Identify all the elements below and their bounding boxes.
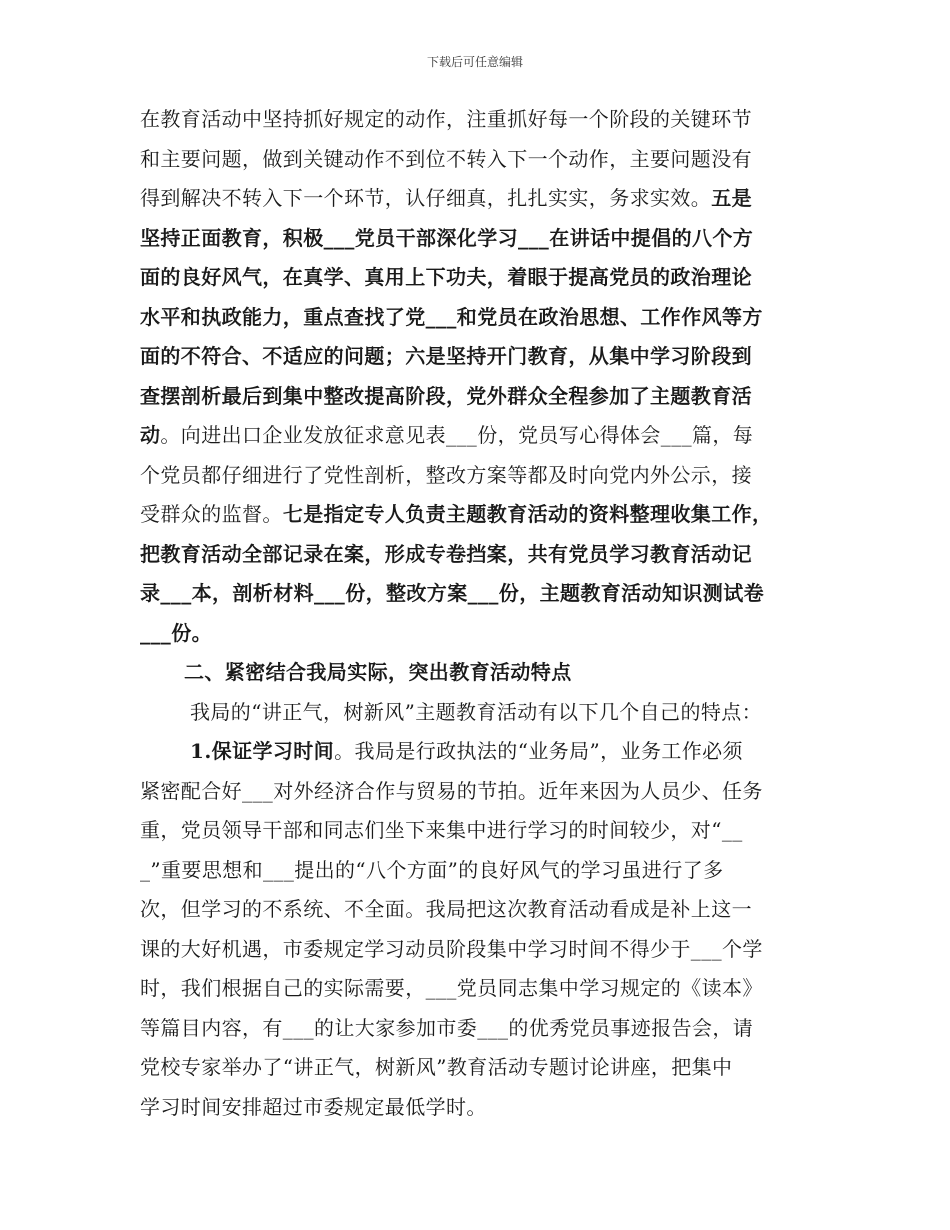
bold-text-segment: 七是指定专人负责主题教育活动的资料整理收集工作，	[282, 502, 773, 526]
text-segment: 在教育活动中坚持抓好规定的动作，注重抓好每一个阶段的关键环节	[140, 107, 752, 131]
bold-text-segment: 面的不符合、不适应的问题；六是坚持开门教育，从集中学习阶段到	[140, 344, 752, 368]
text-line	[140, 140, 812, 180]
bold-text-segment: 录___本，剖析材料___份，整改方案___份，主题教育活动知识测试卷	[140, 581, 764, 605]
text-line	[140, 574, 812, 614]
text-segment: 得到解决不转入下一个环节，认仔细真，扎扎实实，务求实效。	[140, 186, 712, 210]
text-line	[140, 1088, 812, 1128]
text-line	[140, 298, 812, 338]
text-segment: _”重要思想和___提出的“八个方面”的良好风气的学习虽进行了多	[140, 857, 724, 882]
text-line	[140, 219, 812, 259]
text-line	[140, 693, 812, 733]
bold-text-segment: 五是	[711, 186, 753, 210]
bold-text-segment: 动	[140, 423, 161, 447]
bold-text-segment: 水平和执政能力，重点查找了党___和党员在政治思想、工作作风等方	[140, 304, 763, 329]
text-segment: 受群众的监督。	[140, 502, 283, 526]
text-line	[140, 100, 812, 140]
bold-text-segment: 查摆剖析最后到集中整改提高阶段，党外群众全程参加了主题教育活	[140, 383, 752, 408]
text-segment: 等篇目内容，有___的让大家参加市委___的优秀党员事迹报告会，请	[140, 1015, 754, 1040]
text-line	[140, 614, 812, 654]
text-line	[140, 1048, 812, 1088]
text-line	[140, 890, 812, 930]
text-line	[140, 179, 812, 219]
text-line	[140, 772, 812, 812]
text-segment: 紧密配合好___对外经济合作与贸易的节拍。近年来因为人员少、任务	[140, 778, 763, 803]
bold-text-segment: ___份。	[140, 620, 212, 645]
text-line	[140, 416, 812, 456]
text-line	[140, 495, 812, 535]
text-line	[140, 969, 812, 1009]
text-line	[140, 1009, 812, 1049]
bold-text-segment: 面的良好风气，在真学、真用上下功夫，着眼于提高党员的政治理论	[140, 265, 752, 289]
text-segment: 。我局是行政执法的“业务局”，业务工作必须	[334, 739, 743, 763]
text-segment: 重，党员领导干部和同志们坐下来集中进行学习的时间较少，对“__	[140, 818, 743, 842]
text-line	[140, 732, 812, 772]
text-line	[140, 851, 812, 891]
text-line	[140, 337, 812, 377]
text-line	[140, 535, 812, 575]
bold-text-segment: 坚持正面教育，积极___党员干部深化学习___在讲话中提倡的八个方	[140, 225, 754, 250]
text-line	[140, 258, 812, 298]
bold-text-segment: 1.保证学习时间	[190, 739, 335, 763]
text-segment: 学习时间安排超过市委规定最低学时。	[140, 1094, 487, 1119]
text-segment: 和主要问题，做到关键动作不到位不转入下一个动作，主要问题没有	[140, 146, 752, 171]
text-line	[140, 653, 812, 693]
text-segment: 次，但学习的不系统、不全面。我局把这次教育活动看成是补上这一	[140, 897, 752, 921]
text-line	[140, 377, 812, 417]
text-segment: 时，我们根据自己的实际需要，___党员同志集中学习规定的《读本》	[140, 976, 763, 1000]
text-segment: 。向进出口企业发放征求意见表___份，党员写心得体会___篇，每	[160, 423, 754, 447]
bold-text-segment: 二、紧密结合我局实际，突出教育活动特点	[184, 660, 572, 684]
text-segment: 党校专家举办了“讲正气，树新风”教育活动专题讨论讲座，把集中	[140, 1055, 733, 1079]
text-line	[140, 456, 812, 496]
bold-text-segment: 把教育活动全部记录在案，形成专卷挡案，共有党员学习教育活动记	[140, 541, 752, 566]
page-header: 下载后可任意编辑	[426, 55, 523, 69]
text-segment: 课的大好机遇，市委规定学习动员阶段集中学习时间不得少于___个学	[140, 936, 763, 961]
document-body	[140, 100, 812, 1127]
text-segment: 我局的“讲正气，树新风”主题教育活动有以下几个自己的特点：	[190, 699, 763, 724]
text-line	[140, 930, 812, 970]
text-line	[140, 811, 812, 851]
text-segment: 个党员都仔细进行了党性剖析，整改方案等都及时向党内外公示，接	[140, 462, 752, 487]
